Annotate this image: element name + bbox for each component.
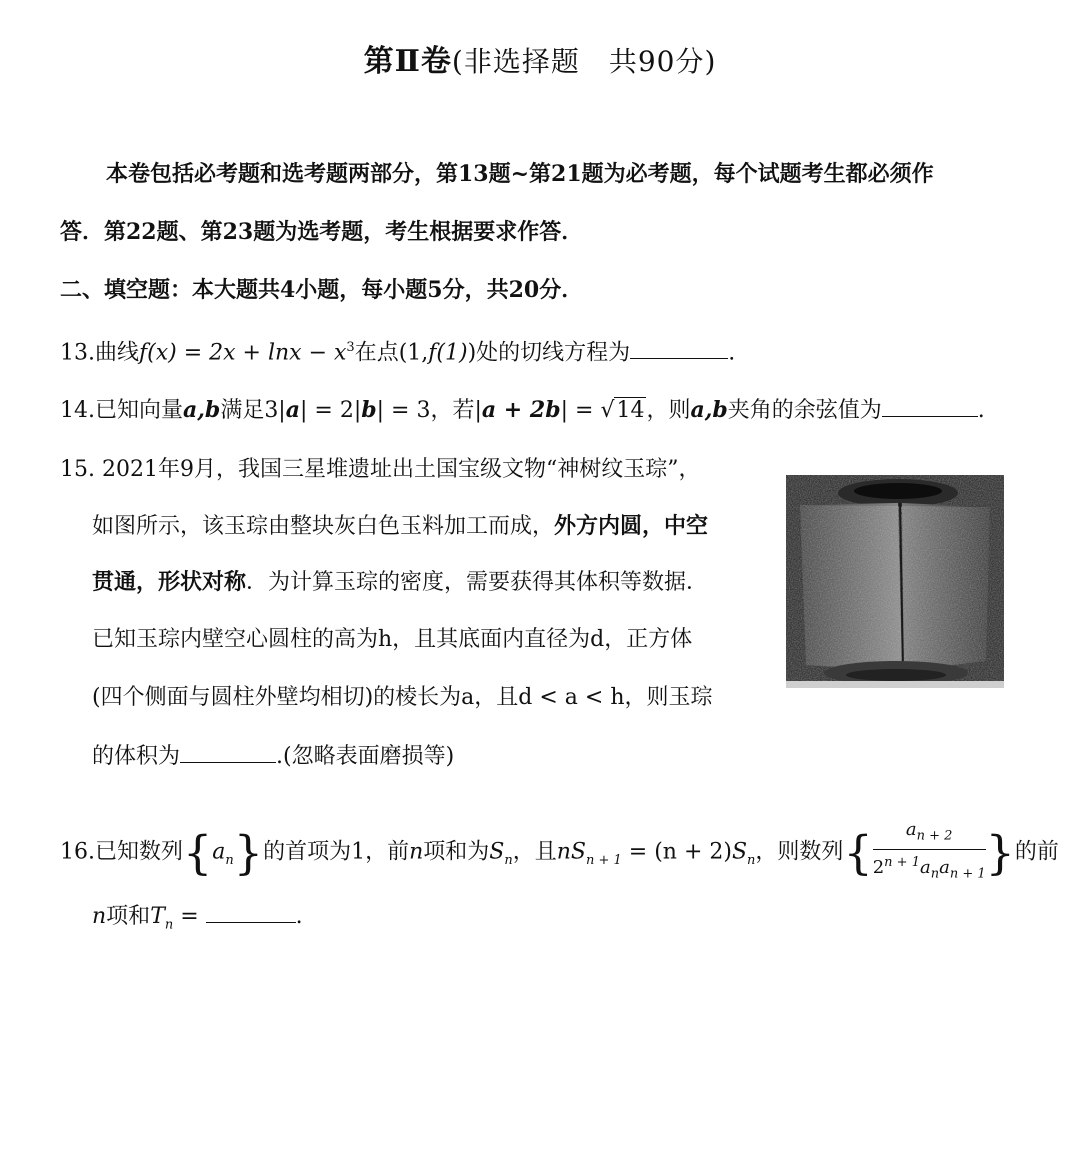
sequence-fraction: $\frac{a_{n + 2}}{2^{n + 1}a_na_{n + 1}}$ [872, 819, 986, 882]
section-heading: 二、填空题：本大题共4小题，每小题5分，共20分． [60, 277, 584, 303]
volume-label: 第Ⅱ卷 [363, 44, 452, 79]
question-14: 14.已知向量a,b满足3|a| = 2|b| = 3，若|a + 2b| = √14，则a,b夹角的余弦值为 . [60, 394, 985, 427]
question-15-line-5: (四个侧面与圆柱外壁均相切)的棱长为a，且d < a < h，则玉琮 [92, 685, 713, 710]
page-title [0, 36, 1080, 80]
answer-blank-13[interactable] [630, 336, 728, 359]
question-16-line-1: 16.已知数列$\{a_n\}$的首项为1，前n项和为$S_n$，且$nS_{n + 1} = (n + 2)S_n$，则数列{ $\frac{a_{n + 2}}{2^{n + 1}a_na_{n + 1}}$ }的前 [60, 818, 1059, 887]
answer-blank-15[interactable] [180, 740, 276, 763]
question-15-line-4: 已知玉琮内壁空心圆柱的高为h，且其底面内直径为d，正方体 [92, 627, 693, 652]
answer-blank-16[interactable] [206, 900, 296, 923]
question-16-line-2: n项和$T_n$ = . [92, 900, 303, 941]
question-15-line-6: 的体积为 .(忽略表面磨损等) [92, 740, 454, 773]
volume-subtitle: (非选择题 共90分) [451, 45, 717, 78]
answer-blank-14[interactable] [882, 394, 978, 417]
jade-cong-photo [786, 475, 1004, 688]
question-15-line-3: 贯通，形状对称．为计算玉琮的密度，需要获得其体积等数据． [92, 569, 709, 595]
intro-line-2: 答．第22题、第23题为选考题，考生根据要求作答． [60, 219, 584, 245]
intro-line-1: 本卷包括必考题和选考题两部分，第13题~第21题为必考题，每个试题考生都必须作 [106, 161, 934, 187]
question-15-line-1: 15. 2021年9月，我国三星堆遗址出土国宝级文物“神树纹玉琮”， [60, 457, 701, 482]
question-15-line-2: 如图所示，该玉琮由整块灰白色玉料加工而成，外方内圆，中空 [92, 513, 709, 539]
question-13: 13.曲线$f(x) = 2x + \ln x - x^3$在点(1,f(1))处的切线方程为 . [60, 332, 735, 369]
